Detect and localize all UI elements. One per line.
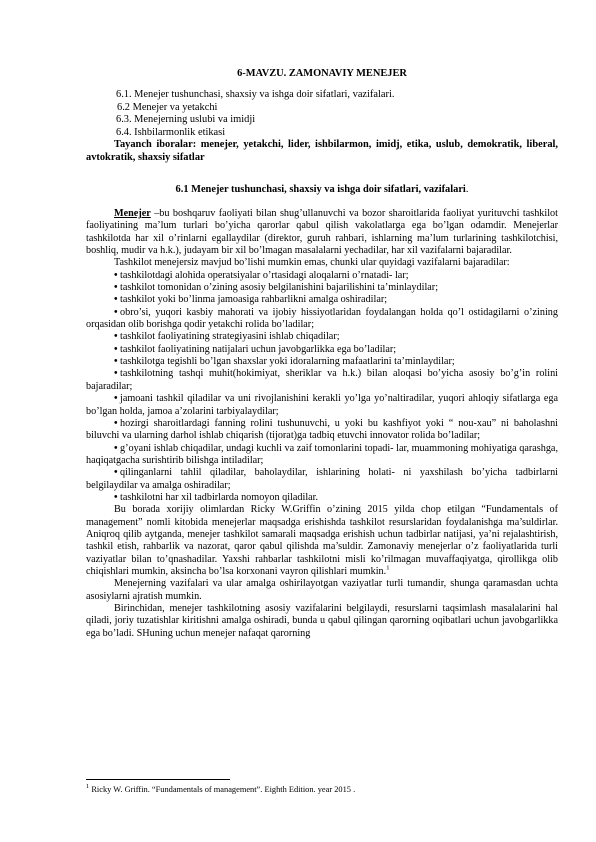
bullet-icon: • bbox=[114, 306, 118, 318]
page-title: 6-MAVZU. ZAMONAVIY MENEJER bbox=[237, 68, 407, 79]
section-heading-tail: . bbox=[465, 184, 469, 195]
bullet-text: qilinganlarni tahlil qiladilar, baholaydilar, ishlarining holati- ni yaxshilash bo’yicha tadbirlarni belgilaydilar va amalga oshiradilar; bbox=[86, 467, 558, 491]
bullet-icon: • bbox=[114, 269, 118, 281]
bullet-icon: • bbox=[114, 343, 118, 355]
bullet-item bbox=[86, 368, 558, 393]
paragraph bbox=[86, 208, 558, 257]
paragraph-text: Bu borada xorijiy olimlardan Ricky W.Griffin o’zining 2015 yilda chop etilgan “Fundamentals of management” nomli kitobida menejerlar maqsadga erishishda tashkilot resurslaridan foydalanishga ma’suldirlar. Aniqroq qilib aytganda, menejer tashkilot samarali maqsadga erishish uchun tadbirlar natijasi, ya’ni rejalashtirish, tashkil etish, rahbarlik va nazorat, qaror qabul qilishda ma’suldir. Zamonaviy menejerlar o’z faoliyatlarida turli vaziyatlar bilan to’qnashadilar. Yaxshi rahbarlar tashkilotni misli ko’rilmagan muvaffaqiyatga, qirollikga olib chiqishlari mumkin, aksincha bo’lsa korxonani vayron qilishlari mumkin. bbox=[86, 504, 558, 577]
bullet-item bbox=[86, 443, 558, 468]
footnote-ref: 1 bbox=[386, 564, 390, 572]
bullet-icon: • bbox=[114, 294, 118, 306]
bullet-icon: • bbox=[114, 282, 118, 294]
bullet-item bbox=[86, 344, 558, 356]
bullet-item bbox=[86, 307, 558, 332]
bullet-icon: • bbox=[114, 417, 118, 429]
bullet-item bbox=[86, 331, 558, 343]
bullet-text: hozirgi sharoitlardagi fanning rolini tushunuvchi, u yoki bu kashfiyot yoki “ nou-xau” ni baholashni biluvchi va ularning darhol ishlab chiqarish (tijorat)ga tadbiq etuvchi innovator rolida bo’ladilar; bbox=[86, 417, 558, 442]
paragraph-text: –bu boshqaruv faoliyati bilan shug’ullanuvchi va bozor sharoitlarida faoliyat yurituvchi tashkilot faoliyatining ma’lum turlari bo’yicha qarorlar qabul qilish vakolatlarga ega bo’lgan odamdir. Menejerlar tashkilotda har xil o’rinlarni egallaydilar (direktor, guruh rahbari, ishlarning ma’lum turlarining tashkilotchisi, boshliq, mudir va h.k.), judayam bir xil bo’lmagan masalalarni yechadilar, har xil vazifalarni bajaradilar. bbox=[86, 208, 558, 257]
bullet-item bbox=[86, 282, 558, 294]
bullet-icon: • bbox=[114, 442, 118, 454]
keywords: Tayanch iboralar: menejer, yetakchi, lider, ishbilarmon, imidj, etika, uslub, demokratik, liberal, avtokratik, shaxsiy sifatlar bbox=[86, 139, 558, 163]
bullet-text: tashkilotni har xil tadbirlarda nomoyon qiladilar. bbox=[120, 491, 319, 503]
section-heading-text: 6.1 Menejer tushunchasi, shaxsiy va ishga doir sifatlari, vazifalari bbox=[175, 184, 466, 195]
toc-item: 6.2 Menejer va yetakchi bbox=[117, 101, 218, 113]
bullet-list bbox=[86, 270, 558, 505]
bullet-text: tashkilot faoliyatining natijalari uchun javobgarlikka ega bo’ladilar; bbox=[120, 343, 397, 355]
bullet-item bbox=[86, 270, 558, 282]
bullet-text: obro’si, yuqori kasbiy mahorati va ijobiy hissiyotlaridan foydalangan holda qo’l ostidagilarni o’zining orqasidan olib borishga qodir yetakchi rolida bo’ladilar; bbox=[86, 306, 558, 331]
footnote-text: Ricky W. Griffin. “Fundamentals of management”. Eighth Edition. year 2015 . bbox=[89, 785, 356, 794]
bullet-text: jamoani tashkil qiladilar va uni rivojlanishini kerakli yo’lga yo’naltiradilar, yuqori ahloqiy sifatlarga ega bo’lgan holda, jamoa a’zolarini tarbiyalaydilar; bbox=[86, 393, 558, 417]
defined-term: Menejer bbox=[114, 208, 151, 219]
bullet-text: tashkilotdagi alohida operatsiyalar o’rtasidagi aloqalarni o’rnatadi- lar; bbox=[120, 269, 409, 281]
toc-item: 6.3. Menejerning uslubi va imidji bbox=[116, 114, 256, 126]
footnote-divider bbox=[86, 779, 230, 780]
bullet-item bbox=[86, 467, 558, 492]
paragraph: Tashkilot menejersiz mavjud bo’lishi mumkin emas, chunki ular quyidagi vazifalarni bajaradilar: bbox=[114, 257, 510, 269]
bullet-item bbox=[86, 356, 558, 368]
bullet-icon: • bbox=[114, 467, 118, 479]
bullet-icon: • bbox=[114, 356, 118, 368]
body-text bbox=[86, 208, 558, 640]
bullet-icon: • bbox=[114, 331, 118, 343]
bullet-icon: • bbox=[114, 368, 118, 380]
bullet-item bbox=[86, 393, 558, 418]
bullet-icon: • bbox=[114, 393, 118, 405]
footnote bbox=[86, 785, 558, 795]
paragraph bbox=[86, 504, 558, 578]
toc-item: 6.4. Ishbilarmonlik etikasi bbox=[116, 127, 226, 139]
bullet-item bbox=[86, 294, 558, 306]
bullet-item bbox=[86, 418, 558, 443]
paragraph: Birinchidan, menejer tashkilotning asosiy vazifalarini belgilaydi, resurslarni taqsimlash masalalarini hal qiladi, joriy tuzatishlar kiritishni amalga oshiradi, bunda u qabul qilingan qarorning oqibatlari uchun javobgarlikka ega bo’ladi. SHuning uchun menejer nafaqat qarorning bbox=[86, 603, 558, 639]
bullet-text: tashkilotning tashqi muhit(hokimiyat, sheriklar va h.k.) bilan aloqasi bo’yicha asosiy bo’g’in rolini bajaradilar; bbox=[86, 368, 558, 392]
toc-item: 6.1. Menejer tushunchasi, shaxsiy va ishga doir sifatlari, vazifalari. bbox=[116, 89, 395, 100]
table-of-contents bbox=[116, 89, 394, 140]
paragraph: Menejerning vazifalari va ular amalga oshirilayotgan vaziyatlar turli tumandir, shunga qaramasdan uchta asosiylarni ajratish mumkin. bbox=[86, 578, 558, 602]
bullet-text: tashkilot yoki bo’linma jamoasiga rahbarlikni amalga oshiradilar; bbox=[120, 294, 388, 306]
section-heading bbox=[86, 184, 558, 196]
bullet-text: tashkilotga tegishli bo’lgan shaxslar yoki idoralarning mafaatlarini ta’minlaydilar; bbox=[120, 356, 455, 368]
bullet-item bbox=[86, 492, 558, 504]
bullet-text: g’oyani ishlab chiqadilar, undagi kuchli va zaif tomonlarini topadi- lar, muammoning mohiyatiga qarashga, haqiqatgacha surishtirib bilishga intiladilar; bbox=[86, 442, 558, 466]
bullet-text: tashkilot faoliyatining strategiyasini ishlab chiqadilar; bbox=[120, 331, 340, 343]
bullet-text: tashkilot tomonidan o’zining asosiy belgilanishini bajarilishini ta’minlaydilar; bbox=[120, 282, 439, 294]
footnote-mark: 1 bbox=[86, 783, 90, 791]
bullet-icon: • bbox=[114, 491, 118, 503]
